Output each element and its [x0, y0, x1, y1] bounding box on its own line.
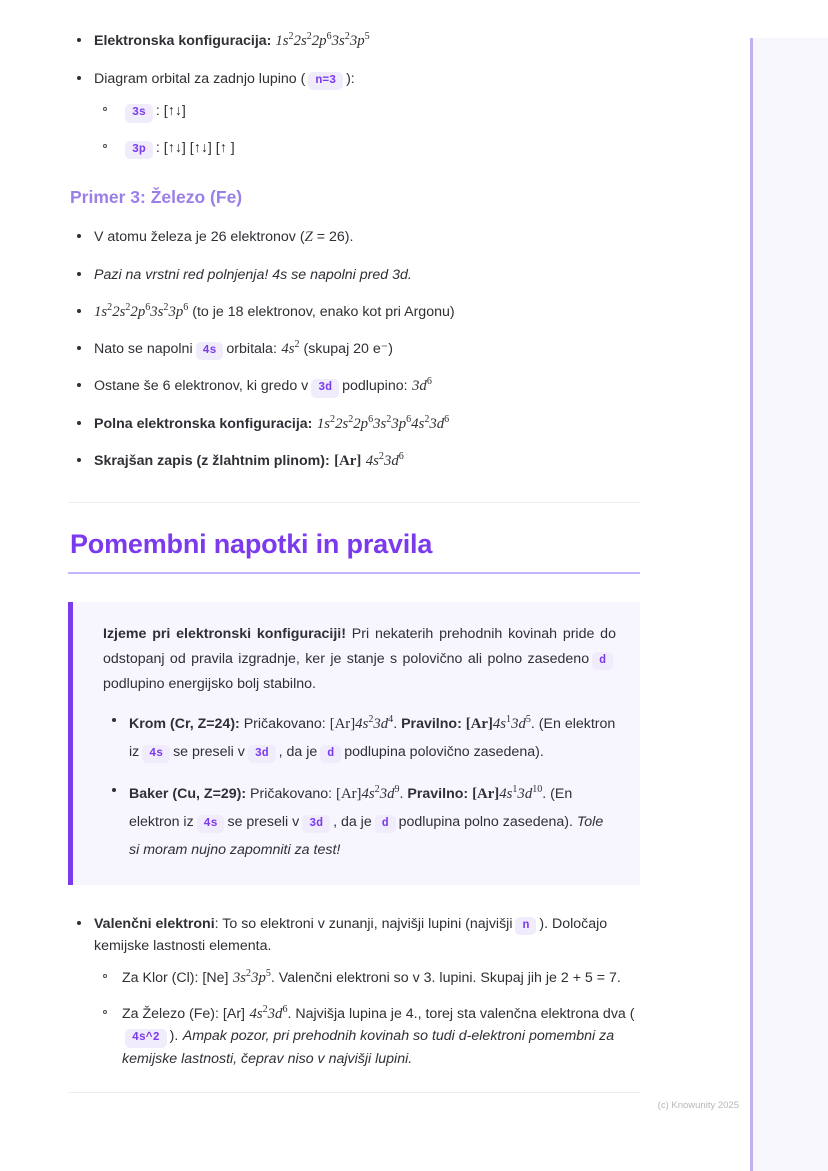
- atomic-number-symbol: Z: [304, 229, 313, 246]
- chromium-tail-b: se preseli v: [173, 744, 245, 761]
- chip-d-sub[interactable]: d: [375, 815, 396, 833]
- chip-4s-from[interactable]: 4s: [142, 745, 170, 763]
- callout-lead-text-a: Pri nekaterih prehodnih kovinah pride do odstopanj od pravila izgradnje, ker je stanje s polovično ali polno zasedeno: [103, 625, 616, 667]
- list-item: [68, 30, 640, 53]
- valence-label: Valenčni elektroni: [94, 915, 215, 932]
- iron-valence-before: Za Železo (Fe): [Ar]: [122, 1006, 245, 1023]
- short-config-formula: $4s^23d^6$: [365, 450, 404, 469]
- list-item: [94, 967, 640, 989]
- copper-memo-note: Tole si moram nujno zapomniti za test!: [129, 813, 604, 859]
- chromium-exception: Krom (Cr, Z=24): Pričakovano: $[Ar]4s^23d^4$. Pravilno: $[Ar]4s^13d^5$. (En elektron iz 4s se preseli v 3d , da je d podlupina polovično zasedena).: [129, 716, 615, 760]
- orbital-diagram-line: [94, 71, 355, 87]
- chlorine-valence-formula: $3s^23p^5$: [232, 968, 271, 987]
- electron-config-formula: $1s^22s^22p^63s^23p^5$: [275, 31, 370, 49]
- chip-4s-from[interactable]: 4s: [197, 815, 225, 833]
- iron-count-after: = 26).: [312, 229, 354, 246]
- list-item: [68, 913, 640, 1070]
- list-item: [68, 264, 640, 286]
- footer-copyright: (c) Knowunity 2025: [657, 1100, 739, 1111]
- chromium-expected-formula: $4s^23d^4$: [355, 713, 394, 732]
- copper-tail-a: . (En elektron iz: [129, 785, 573, 830]
- page-section-title: Pomembni napotki in pravila: [70, 528, 433, 559]
- list-item: [94, 137, 640, 159]
- chromium-correct-word: Pravilno:: [401, 715, 462, 732]
- chlorine-valence-after: . Valenčni elektroni so v 3. lupini. Skupaj jih je 2 + 5 = 7.: [270, 970, 621, 987]
- chromium-expected-noble-gas: [Ar]: [329, 715, 356, 732]
- chip-n[interactable]: n: [515, 917, 536, 935]
- chip-n3[interactable]: n=3: [308, 72, 343, 90]
- valence-list: [68, 913, 640, 1070]
- iron-valence-after2: ).: [169, 1028, 179, 1045]
- iron-electron-count: [94, 229, 353, 245]
- copper-tail-b: se preseli v: [227, 813, 300, 830]
- chip-d-sub[interactable]: d: [320, 745, 341, 763]
- list-item: [68, 375, 640, 397]
- valence-text-a: : To so elektroni v zunanji, najvišji lupini (najvišji: [214, 915, 513, 932]
- orbital-3p-value: : [↑↓] [↑↓] [↑ ]: [155, 139, 235, 156]
- callout-lead-bold: Izjeme pri elektronski konfiguraciji!: [103, 625, 346, 642]
- filling-order-note: Pazi na vrstni red polnjenja! 4s se napolni pred 3d.: [94, 266, 412, 283]
- copper-expected-formula: $4s^23d^9$: [361, 783, 400, 802]
- full-config-label: Polna elektronska konfiguracija:: [94, 415, 313, 432]
- valence-text-b: ). Določajo kemijske lastnosti elementa.: [94, 915, 608, 955]
- orbital-diagram-text-after: ):: [346, 70, 355, 87]
- section-divider-bottom: [68, 1092, 640, 1093]
- fill-3d-before: Ostane še 6 elektronov, ki gredo v: [94, 378, 309, 395]
- electron-config-label: Elektronska konfiguracija:: [94, 33, 272, 49]
- copper-tail-c: , da je: [333, 813, 372, 830]
- chip-3p[interactable]: 3p: [125, 141, 153, 159]
- exceptions-callout: [68, 602, 640, 885]
- list-item: [103, 780, 616, 865]
- primer3-heading: Primer 3: Železo (Fe): [70, 187, 243, 208]
- argon-core-note: (to je 18 elektronov, enako kot pri Argonu): [188, 303, 455, 320]
- iron-count-before: V atomu železa je 26 elektronov (: [94, 229, 305, 246]
- copper-correct-noble-gas: [Ar]: [472, 785, 500, 802]
- short-config-noble-gas: [Ar]: [334, 452, 362, 469]
- fill-4s-after: (skupaj 20 e⁻): [299, 340, 393, 357]
- chip-3d-to[interactable]: 3d: [248, 745, 276, 763]
- copper-correct-word: Pravilno:: [407, 785, 469, 802]
- document-content: [68, 0, 640, 1093]
- callout-lead-text-b: podlupino energijsko bolj stabilno.: [103, 676, 316, 693]
- chlorine-valence-before: Za Klor (Cl): [Ne]: [122, 970, 229, 987]
- chip-d[interactable]: d: [592, 652, 613, 670]
- list-item: [68, 226, 640, 249]
- orbital-sublist: [94, 100, 640, 159]
- iron-valence-after: . Najvišja lupina je 4., torej sta valenčna elektrona dva (: [287, 1006, 635, 1023]
- list-item: [68, 413, 640, 435]
- iron-valence-formula: $4s^23d^6$: [249, 1004, 288, 1023]
- chromium-correct-formula: $4s^13d^5$: [492, 713, 531, 732]
- chip-3d[interactable]: 3d: [311, 379, 339, 397]
- chip-3s[interactable]: 3s: [125, 104, 153, 122]
- orbital-3s-value: : [↑↓]: [155, 103, 186, 120]
- chromium-expected-word: Pričakovano:: [243, 715, 326, 732]
- chromium-correct-noble-gas: [Ar]: [465, 715, 493, 732]
- primer3-list: [68, 226, 640, 472]
- copper-correct-formula: $4s^13d^{10}$: [499, 783, 543, 802]
- valence-examples: [94, 967, 640, 1069]
- list-item: [68, 68, 640, 159]
- iron-valence-note: Ampak pozor, pri prehodnih kovinah so tudi d-elektroni pomembni za kemijske lastnosti, čeprav niso v najvišji lupini.: [122, 1028, 615, 1067]
- section-divider-top: [68, 502, 640, 503]
- fill-3d-mid: podlupino:: [342, 378, 408, 395]
- copper-expected-noble-gas: [Ar]: [336, 785, 362, 802]
- copper-exception: Baker (Cu, Z=29): Pričakovano: $[Ar]4s^23d^9$. Pravilno: $[Ar]4s^13d^{10}$. (En elektron iz 4s se preseli v 3d , da je d podlupina polno zasedena). Tole si moram nujno zapomniti za test!: [129, 783, 604, 859]
- list-item: [94, 1003, 640, 1069]
- top-bullet-list: [68, 30, 640, 159]
- electron-config-line: [94, 33, 370, 49]
- short-config-label: Skrajšan zapis (z žlahtnim plinom):: [94, 452, 330, 469]
- list-item: [68, 338, 640, 360]
- copper-tail-d: podlupina polno zasedena).: [398, 813, 573, 830]
- fill-4s-before: Nato se napolni: [94, 340, 193, 357]
- fill-4s-mid: orbitala:: [226, 340, 277, 357]
- chromium-tail-d: podlupina polovično zasedena).: [344, 744, 544, 761]
- list-item: [103, 710, 616, 767]
- copper-expected-word: Pričakovano:: [250, 785, 333, 802]
- chip-3d-to[interactable]: 3d: [302, 815, 330, 833]
- list-item: [68, 450, 640, 472]
- callout-lead-paragraph: [103, 622, 616, 698]
- argon-core-formula: $1s^22s^22p^63s^23p^6$: [94, 302, 189, 320]
- section-title-underline: [68, 572, 640, 574]
- chip-4s[interactable]: 4s: [196, 342, 224, 360]
- chromium-tail-c: , da je: [278, 744, 318, 761]
- list-item: [94, 100, 640, 122]
- chip-4s2[interactable]: 4s^2: [125, 1029, 167, 1047]
- callout-exception-list: [103, 710, 616, 865]
- fill-3d-formula: $3d^6$: [412, 376, 432, 395]
- chromium-label: Krom (Cr, Z=24):: [129, 715, 240, 732]
- right-side-strip: [750, 38, 828, 1171]
- chromium-tail-a: . (En elektron iz: [129, 715, 616, 761]
- orbital-diagram-text-before: Diagram orbital za zadnjo lupino (: [94, 70, 306, 87]
- list-item: [68, 301, 640, 323]
- copper-label: Baker (Cu, Z=29):: [129, 785, 247, 802]
- valence-definition: [94, 916, 607, 954]
- full-config-formula: $1s^22s^22p^63s^23p^64s^23d^6$: [316, 413, 450, 432]
- fill-4s-formula: $4s^2$: [281, 339, 300, 357]
